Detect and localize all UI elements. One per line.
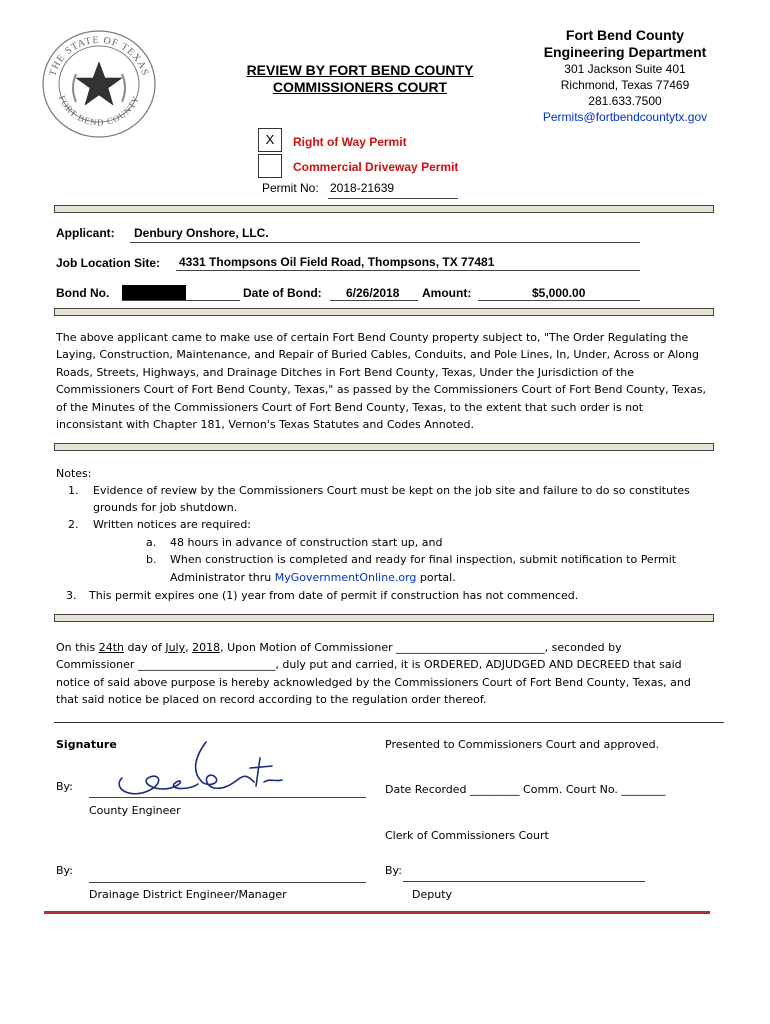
by-label-1: By: xyxy=(56,780,73,793)
svg-text:FORT BEND COUNTY: FORT BEND COUNTY xyxy=(56,93,142,128)
mygovernmentonline-link[interactable]: MyGovernmentOnline.org xyxy=(274,571,417,584)
svg-text:THE STATE OF TEXAS: THE STATE OF TEXAS xyxy=(47,34,151,78)
presented-text: Presented to Commissioners Court and approved. xyxy=(385,738,660,751)
county-seal xyxy=(40,28,158,140)
by-label-3: By: xyxy=(385,864,402,877)
note-2-number: 2. xyxy=(68,518,79,531)
order-line-1 xyxy=(56,639,736,656)
order-line-3: notice of said above purpose is hereby acknowledged by the Commissioners Court of Fort Bend County, Texas, and xyxy=(56,675,691,689)
applicant-value[interactable]: Denbury Onshore, LLC. xyxy=(134,226,269,240)
signature-divider xyxy=(54,722,724,723)
order-text: , xyxy=(185,641,193,654)
amount-value[interactable]: $5,000.00 xyxy=(532,286,586,300)
note-2b-text-cont xyxy=(170,571,456,584)
title-line-2: COMMISSIONERS COURT xyxy=(272,79,448,95)
order-year: 2018 xyxy=(192,641,221,654)
paragraph-line: Roads, Streets, Highways, and Drainage Ditches in Fort Bend County, Texas, Under the Jurisdiction of the xyxy=(56,365,635,379)
county-engineer-label: County Engineer xyxy=(89,804,181,817)
date-of-bond-label: Date of Bond: xyxy=(243,286,322,300)
paragraph-line: Commissioners Court of Fort Bend County, Texas," as passed by the Commissioners Court of Fort Bend County, Texas, xyxy=(56,383,707,397)
dept-name: Fort Bend County xyxy=(565,27,685,43)
permit-no-value[interactable]: 2018-21639 xyxy=(330,181,395,195)
bottom-rule xyxy=(44,911,710,914)
order-paragraph xyxy=(56,639,736,709)
bond-no-redacted[interactable] xyxy=(122,285,186,301)
order-month: July xyxy=(165,641,186,654)
note-2-text: Written notices are required: xyxy=(93,518,252,531)
section-divider-4 xyxy=(54,614,714,622)
section-divider-3 xyxy=(54,443,714,451)
amount-label: Amount: xyxy=(422,286,472,300)
section-divider-2 xyxy=(54,308,714,316)
bond-no-label: Bond No. xyxy=(56,286,110,300)
note-1-text: Evidence of review by the Commissioners Court must be kept on the job site and failure to do so constitutes xyxy=(93,484,690,497)
deputy-label: Deputy xyxy=(412,888,453,901)
seal-star-icon xyxy=(40,28,158,140)
title-line-1: REVIEW BY FORT BEND COUNTY xyxy=(246,62,474,78)
dept-subname: Engineering Department xyxy=(543,44,707,60)
right-of-way-label: Right of Way Permit xyxy=(293,135,407,149)
paragraph-line: inconsistant with Chapter 181, Vernon's Texas Statutes and Codes Annoted. xyxy=(56,418,474,432)
order-text: , Upon Motion of Commissioner ___________________________, seconded by xyxy=(220,641,622,654)
note-3-text: This permit expires one (1) year from date of permit if construction has not commenced. xyxy=(89,589,579,602)
order-line-2: Commissioner _________________________, duly put and carried, it is ORDERED, ADJUDGED AND DECREED that said xyxy=(56,658,682,672)
email-link[interactable]: Permits@fortbendcountytx.gov xyxy=(542,110,708,124)
by-label-2: By: xyxy=(56,864,73,877)
form-title xyxy=(200,62,520,96)
job-location-label: Job Location Site: xyxy=(56,256,161,270)
phone-number: 281.633.7500 xyxy=(588,94,662,108)
note-2a-text: 48 hours in advance of construction start up, and xyxy=(170,536,443,549)
note-2b-prefix: Administrator thru xyxy=(170,571,275,584)
signature-heading: Signature xyxy=(56,738,117,751)
applicant-label: Applicant: xyxy=(56,226,115,240)
note-1-text-cont: grounds for job shutdown. xyxy=(93,501,238,514)
commercial-driveway-checkbox[interactable] xyxy=(258,154,282,178)
paragraph-line: of the Minutes of the Commissioners Court of Fort Bend County, Texas, to the extent that such order is not xyxy=(56,400,644,414)
date-of-bond-value[interactable]: 6/26/2018 xyxy=(346,286,400,300)
note-2b-text: When construction is completed and ready for final inspection, submit notification to Permit xyxy=(170,553,677,566)
order-day: 24th xyxy=(98,641,124,654)
order-text: On this xyxy=(56,641,99,654)
department-header xyxy=(500,27,750,125)
drainage-engineer-label: Drainage District Engineer/Manager xyxy=(89,888,287,901)
handwritten-signature xyxy=(110,738,290,802)
clerk-label: Clerk of Commissioners Court xyxy=(385,829,549,842)
date-recorded-field[interactable]: Date Recorded _________ Comm. Court No. ________ xyxy=(385,783,666,796)
order-line-4: that said notice be placed on record according to the regulation order thereof. xyxy=(56,693,487,707)
note-2b-suffix: portal. xyxy=(416,571,456,584)
job-location-value[interactable]: 4331 Thompsons Oil Field Road, Thompsons, TX 77481 xyxy=(179,255,495,269)
permit-no-label: Permit No: xyxy=(262,181,319,195)
right-of-way-checkbox[interactable]: X xyxy=(258,128,282,152)
note-2b-letter: b. xyxy=(146,553,157,566)
notes-heading: Notes: xyxy=(56,467,92,480)
section-divider-1 xyxy=(54,205,714,213)
address-line-2: Richmond, Texas 77469 xyxy=(560,78,690,92)
order-text: day of xyxy=(124,641,166,654)
note-3-number: 3. xyxy=(66,589,77,602)
regulation-paragraph xyxy=(56,329,736,433)
commercial-driveway-label: Commercial Driveway Permit xyxy=(293,160,459,174)
note-1-number: 1. xyxy=(68,484,79,497)
note-2a-letter: a. xyxy=(146,536,157,549)
paragraph-line: The above applicant came to make use of certain Fort Bend County property subject to, "The Order Regulating the xyxy=(56,331,689,344)
address-line-1: 301 Jackson Suite 401 xyxy=(564,62,686,76)
paragraph-line: Laying, Construction, Maintenance, and Repair of Buried Cables, Conduits, and Pole Lines, In, Under, Across or Along xyxy=(56,348,699,362)
